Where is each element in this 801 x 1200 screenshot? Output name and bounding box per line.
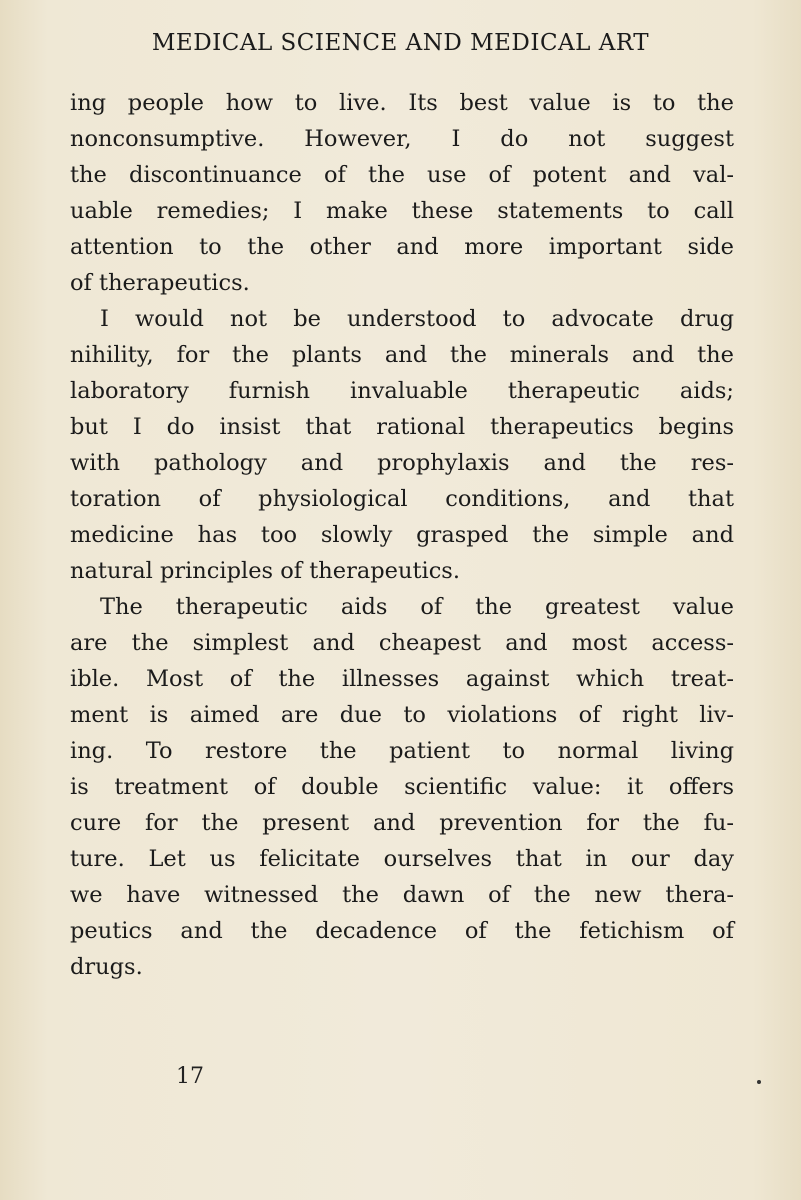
- text-line: with pathology and prophylaxis and the res-: [70, 450, 734, 476]
- text-line: laboratory furnish invaluable therapeutic aids;: [70, 378, 734, 404]
- text-line: uable remedies; I make these statements to call: [70, 198, 734, 224]
- text-line: we have witnessed the dawn of the new thera-: [70, 882, 734, 908]
- text-line: the discontinuance of the use of potent and val-: [70, 162, 734, 188]
- text-line: is treatment of double scientific value: it offers: [70, 774, 734, 800]
- text-line: attention to the other and more important side: [70, 234, 734, 260]
- text-line: I would not be understood to advocate drug: [100, 306, 734, 332]
- paper-speck: [757, 1080, 761, 1084]
- running-head: MEDICAL SCIENCE AND MEDICAL ART: [151, 30, 650, 56]
- text-line: The therapeutic aids of the greatest value: [100, 594, 734, 620]
- text-line: medicine has too slowly grasped the simple and: [70, 522, 734, 548]
- text-line: peutics and the decadence of the fetichism of: [70, 918, 734, 944]
- page-number: 17: [176, 1064, 204, 1089]
- text-line: cure for the present and prevention for the fu-: [70, 810, 734, 836]
- text-line: are the simplest and cheapest and most access-: [70, 630, 734, 656]
- text-line: of therapeutics.: [70, 270, 250, 296]
- text-line: ing people how to live. Its best value is to the: [70, 90, 734, 116]
- text-line: nonconsumptive. However, I do not suggest: [70, 126, 734, 152]
- text-line: ible. Most of the illnesses against which treat-: [70, 666, 734, 692]
- text-line: ing. To restore the patient to normal living: [70, 738, 734, 764]
- text-line: natural principles of therapeutics.: [70, 558, 461, 584]
- text-line: ment is aimed are due to violations of right liv-: [70, 702, 734, 728]
- text-line: toration of physiological conditions, and that: [70, 486, 734, 512]
- text-line: nihility, for the plants and the minerals and the: [70, 342, 734, 368]
- text-line: ture. Let us felicitate ourselves that in our day: [70, 846, 734, 872]
- text-line: but I do insist that rational therapeutics begins: [70, 414, 734, 440]
- text-line: drugs.: [70, 954, 143, 980]
